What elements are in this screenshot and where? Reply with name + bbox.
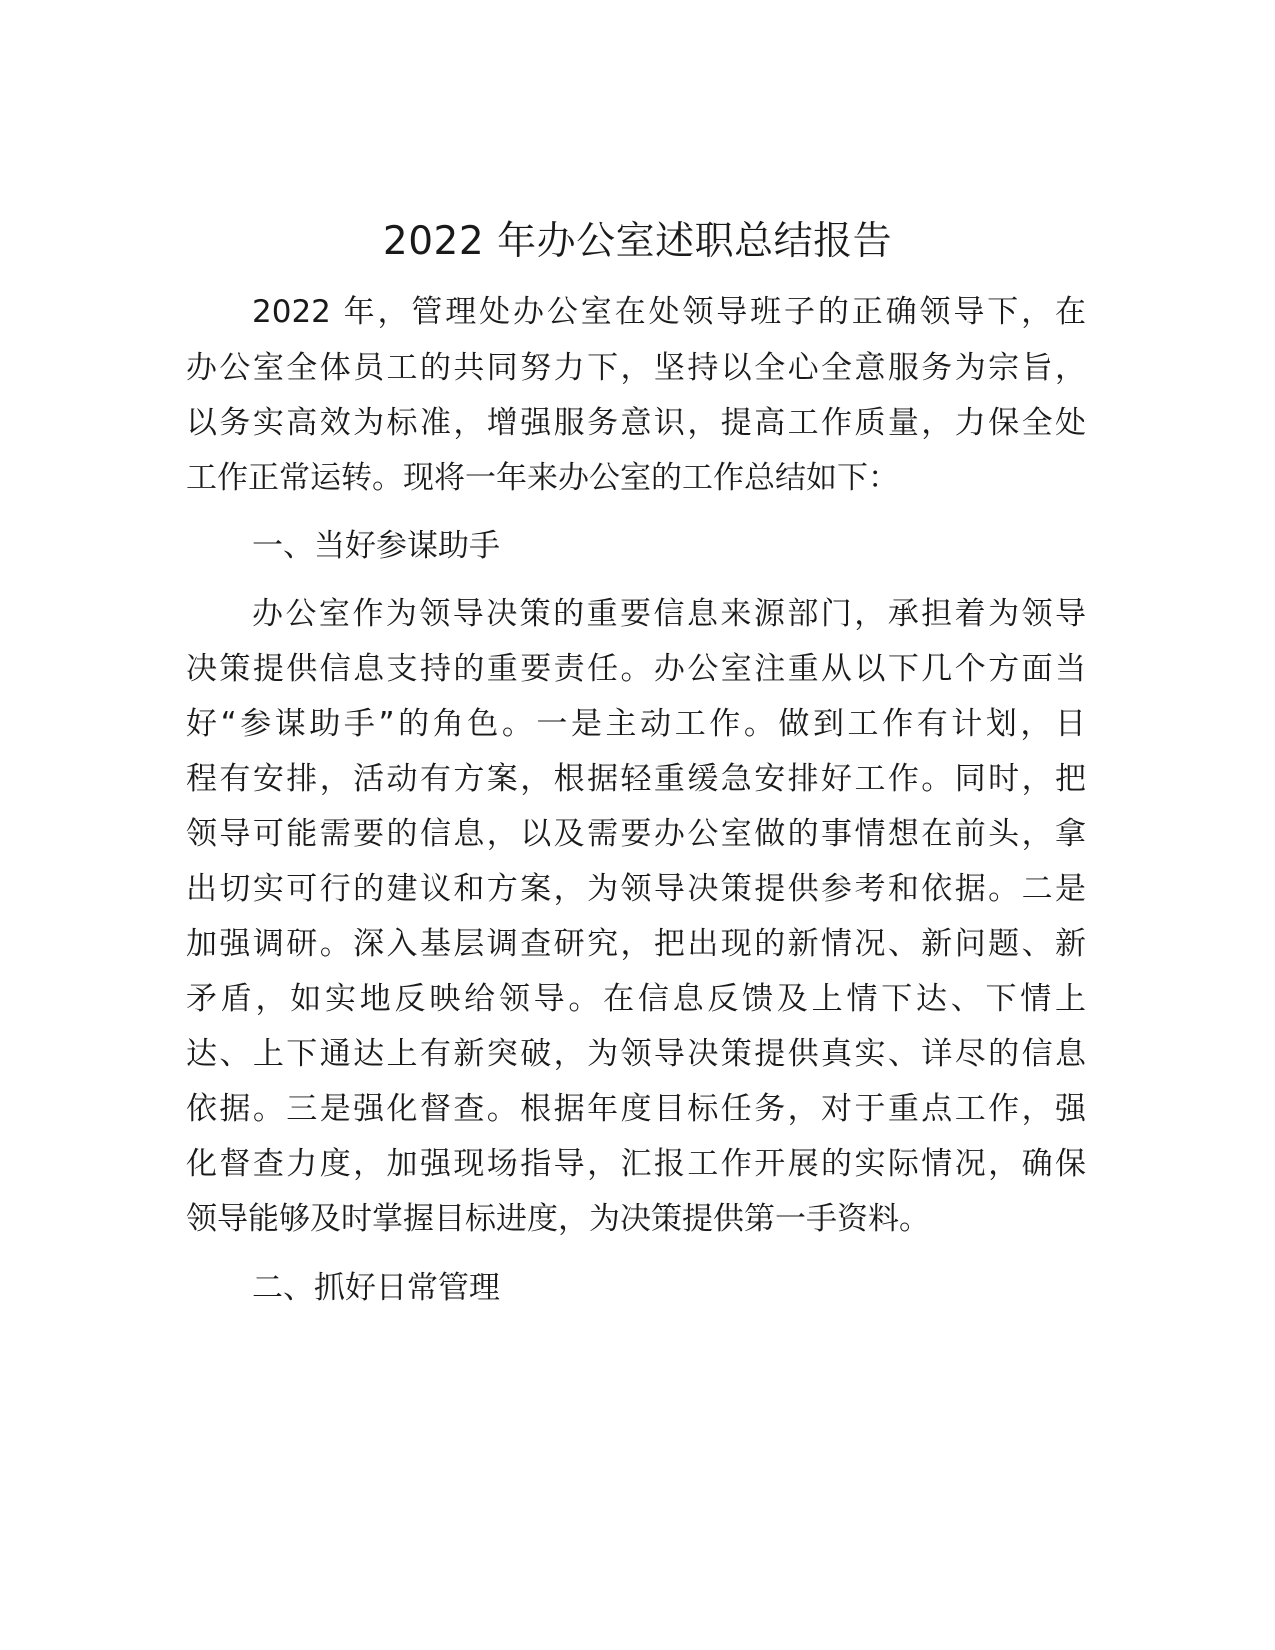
paragraph-line: 决策提供信息支持的重要责任。办公室注重从以下几个方面当 xyxy=(186,651,1086,687)
paragraph-line: 办公室全体员工的共同努力下，坚持以全心全意服务为宗旨， xyxy=(186,350,1086,386)
paragraph-line: 加强调研。深入基层调查研究，把出现的新情况、新问题、新 xyxy=(186,926,1086,962)
paragraph-line: 好“参谋助手”的角色。一是主动工作。做到工作有计划，日 xyxy=(186,706,1086,742)
section-heading: 二、抓好日常管理 xyxy=(252,1270,500,1306)
paragraph-line: 工作正常运转。现将一年来办公室的工作总结如下： xyxy=(186,460,899,496)
paragraph-line: 化督查力度，加强现场指导，汇报工作开展的实际情况，确保 xyxy=(186,1146,1086,1182)
paragraph-line: 办公室作为领导决策的重要信息来源部门，承担着为领导 xyxy=(252,596,1086,632)
document-title: 2022 年办公室述职总结报告 xyxy=(382,219,893,264)
section-heading: 一、当好参谋助手 xyxy=(252,528,500,564)
paragraph-line: 程有安排，活动有方案，根据轻重缓急安排好工作。同时，把 xyxy=(186,761,1086,797)
paragraph-line: 以务实高效为标准，增强服务意识，提高工作质量，力保全处 xyxy=(186,405,1086,441)
paragraph-line: 领导能够及时掌握目标进度，为决策提供第一手资料。 xyxy=(186,1201,930,1237)
paragraph-line: 达、上下通达上有新突破，为领导决策提供真实、详尽的信息 xyxy=(186,1036,1086,1072)
paragraph-line: 出切实可行的建议和方案，为领导决策提供参考和依据。二是 xyxy=(186,871,1086,907)
paragraph-line: 领导可能需要的信息，以及需要办公室做的事情想在前头，拿 xyxy=(186,816,1086,852)
paragraph-line: 矛盾，如实地反映给领导。在信息反馈及上情下达、下情上 xyxy=(186,981,1086,1017)
paragraph-line: 依据。三是强化督查。根据年度目标任务，对于重点工作，强 xyxy=(186,1091,1086,1127)
paragraph-line: 2022 年，管理处办公室在处领导班子的正确领导下，在 xyxy=(252,294,1086,330)
